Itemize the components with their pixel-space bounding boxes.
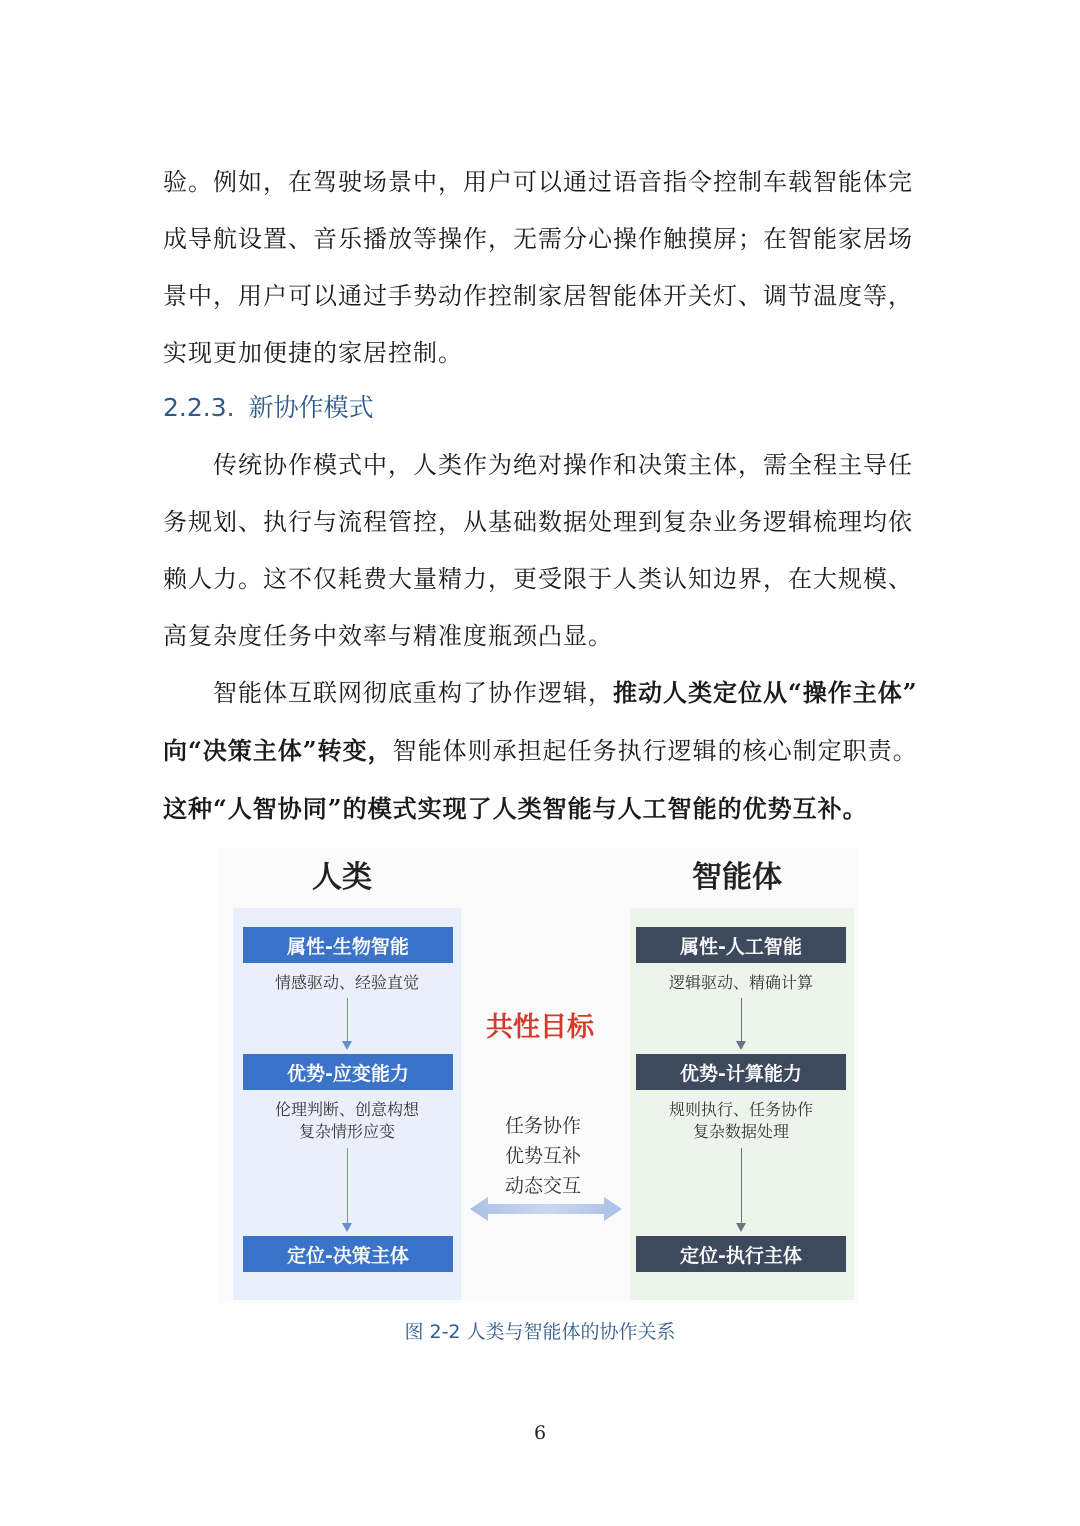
human-title: 人类 <box>312 860 372 895</box>
desc-line: 伦理判断、创意构想 <box>274 1100 419 1119</box>
text-bold: 推动人类定位从“操作主体” <box>613 678 918 707</box>
section-heading <box>163 388 374 424</box>
text-line: 传统协作模式中，人类作为绝对操作和决策主体，需全程主导任 <box>213 451 913 479</box>
arrow-down-icon <box>736 1223 746 1232</box>
agent-attribute-box: 属性-人工智能 <box>636 927 846 963</box>
text-line: 成导航设置、音乐播放等操作，无需分心操作触摸屏；在智能家居场 <box>163 225 913 253</box>
text-bold: 向“决策主体”转变， <box>163 736 393 765</box>
text-line: 赖人力。这不仅耗费大量精力，更受限于人类认知边界，在大规模、 <box>163 565 913 593</box>
collaboration-diagram <box>218 848 858 1303</box>
agent-panel <box>630 908 854 1300</box>
text-line: 高复杂度任务中效率与精准度瓶颈凸显。 <box>163 622 613 650</box>
human-advantage-desc <box>233 1099 461 1143</box>
text-line: 务规划、执行与流程管控，从基础数据处理到复杂业务逻辑梳理均依 <box>163 508 913 536</box>
text-line: 实现更加便捷的家居控制。 <box>163 339 463 367</box>
text-normal: 智能体互联网彻底重构了协作逻辑， <box>213 679 613 707</box>
agent-advantage-box: 优势-计算能力 <box>636 1054 846 1090</box>
arrow-down-icon <box>736 1041 746 1050</box>
desc-line: 复杂数据处理 <box>692 1122 789 1141</box>
text-line: 验。例如，在驾驶场景中，用户可以通过语音指令控制车载智能体完 <box>163 168 913 196</box>
human-panel <box>233 908 461 1300</box>
arrow-down-icon <box>342 1041 352 1050</box>
section-number: 2.2.3. <box>163 393 235 422</box>
text-normal: 智能体则承担起任务执行逻辑的核心制定职责。 <box>392 737 918 765</box>
agent-attribute-desc: 逻辑驱动、精确计算 <box>668 973 813 992</box>
common-goal-label: 共性目标 <box>486 1012 594 1043</box>
arrow-line <box>741 1148 742 1224</box>
text-line: 景中，用户可以通过手势动作控制家居智能体开关灯、调节温度等， <box>163 282 913 310</box>
text-line <box>163 722 919 780</box>
desc-line: 复杂情形应变 <box>298 1122 395 1141</box>
human-attribute-desc: 情感驱动、经验直觉 <box>274 973 419 992</box>
human-role-box: 定位-决策主体 <box>243 1236 453 1272</box>
arrow-line <box>347 998 348 1042</box>
paragraph-2 <box>163 437 919 665</box>
paragraph-3 <box>163 664 919 837</box>
agent-role-box: 定位-执行主体 <box>636 1236 846 1272</box>
arrow-down-icon <box>342 1223 352 1232</box>
human-advantage-box: 优势-应变能力 <box>243 1054 453 1090</box>
text-line <box>163 664 919 722</box>
paragraph-1 <box>163 154 919 382</box>
arrow-line <box>347 1148 348 1224</box>
middle-text: 任务协作 <box>504 1115 581 1137</box>
section-title: 新协作模式 <box>248 393 374 422</box>
text-line: 这种“人智协同”的模式实现了人类智能与人工智能的优势互补。 <box>163 794 868 823</box>
double-arrow-icon <box>468 1196 624 1222</box>
figure-caption: 图 2-2 人类与智能体的协作关系 <box>404 1321 676 1343</box>
arrow-line <box>741 998 742 1042</box>
agent-title: 智能体 <box>692 860 782 895</box>
desc-line: 规则执行、任务协作 <box>668 1100 813 1119</box>
page-number: 6 <box>533 1422 547 1444</box>
human-attribute-box: 属性-生物智能 <box>243 927 453 963</box>
middle-text: 优势互补 <box>504 1145 581 1167</box>
agent-advantage-desc <box>630 1099 852 1143</box>
middle-text: 动态交互 <box>504 1175 581 1197</box>
